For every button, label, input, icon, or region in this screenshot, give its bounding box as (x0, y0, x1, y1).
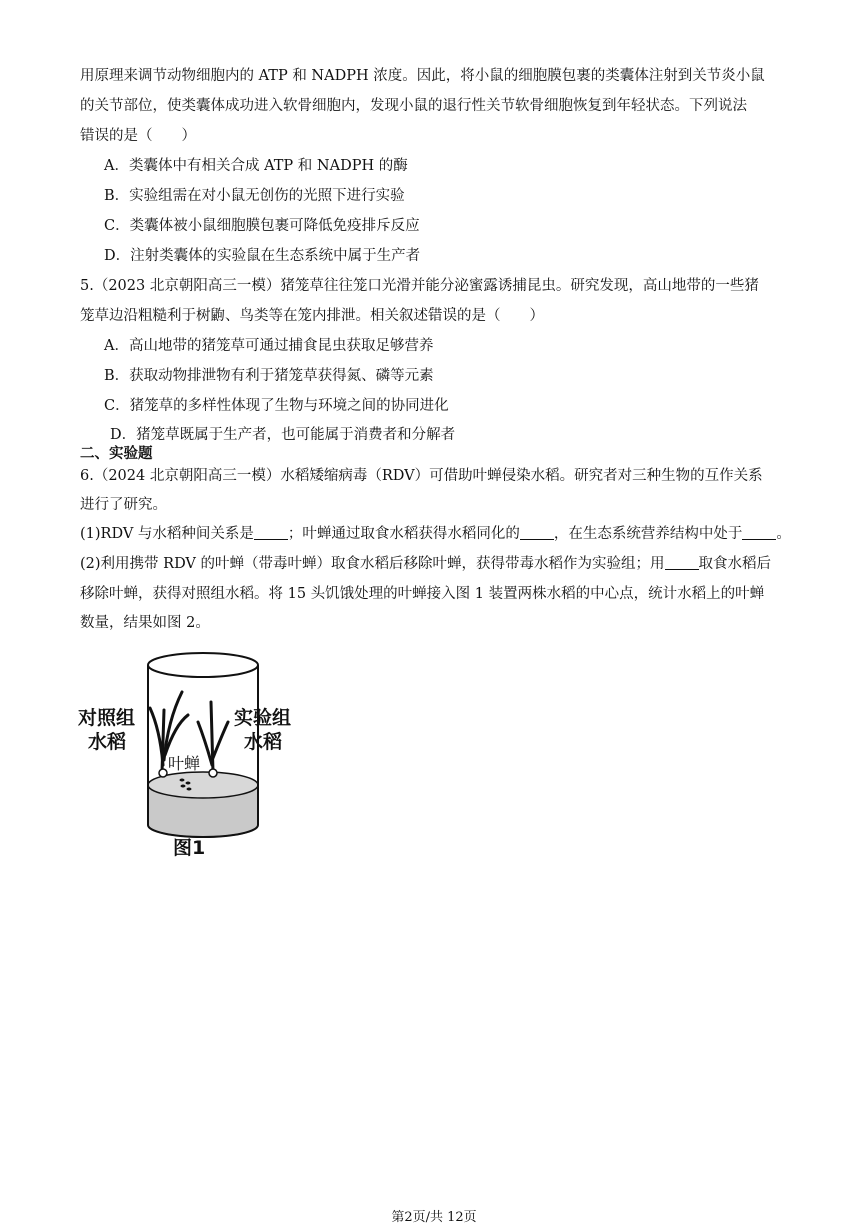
q5-stem-pre: 笼草边沿粗糙利于树鼩、鸟类等在笼内排泄。相关叙述 (80, 308, 428, 324)
q6-part2-line-2: 移除叶蝉，获得对照组水稻。将 15 头饥饿处理的叶蝉接入图 1 装置两株水稻的中心点，统计水稻上的叶蝉 (80, 586, 765, 602)
q5-stem-post: 的是（ ） (457, 308, 544, 324)
page-footer: 第2页/共 12页 (391, 1210, 477, 1225)
q4-option-d: D．注射类囊体的实验鼠在生态系统中属于生产者 (104, 248, 421, 264)
q5-option-c: C．猪笼草的多样性体现了生物与环境之间的协同进化 (104, 398, 449, 414)
experimental-label-1: 实验组 (234, 707, 292, 729)
answer-blank-3[interactable] (742, 525, 776, 540)
q6-part1-c: ，在生态系统营养结构中处于 (553, 526, 743, 542)
answer-blank-4[interactable] (665, 555, 699, 570)
q5-stem-line-1: 5.（2023 北京朝阳高三一模）猪笼草往往笼口光滑并能分泌蜜露诱捕昆虫。研究发现，高山地带的一些猪 (80, 278, 759, 294)
answer-blank-1[interactable] (254, 525, 288, 540)
section-heading: 二、实验题 (80, 446, 153, 462)
control-label-1: 对照组 (78, 707, 136, 729)
q6-stem-line-1: 6.（2024 北京朝阳高三一模）水稻矮缩病毒（RDV）可借助叶蝉侵染水稻。研究者对三种生物的互作关系 (80, 468, 763, 484)
q4-option-a: A．类囊体中有相关合成 ATP 和 NADPH 的酶 (104, 158, 408, 174)
q6-part1-a: (1)RDV 与水稻种间关系是 (80, 526, 254, 542)
experimental-rice-plant (198, 702, 228, 772)
q6-stem-line-2: 进行了研究。 (80, 497, 167, 513)
intro-line-3: 错误的是（ ） (80, 128, 196, 144)
q6-part1-d: 。 (776, 526, 791, 542)
experimental-label-2: 水稻 (244, 731, 283, 753)
answer-blank-2[interactable] (520, 525, 554, 540)
q6-part2-line-1 (80, 554, 771, 574)
figure-caption: 图1 (173, 837, 206, 859)
q6-part2-a: (2)利用携带 RDV 的叶蝉（带毒叶蝉）取食水稻后移除叶蝉，获得带毒水稻作为实验组；用 (80, 556, 665, 572)
intro-line-1: 用原理来调节动物细胞内的 ATP 和 NADPH 浓度。因此，将小鼠的细胞膜包裹的类囊体注射到关节炎小鼠 (80, 68, 765, 84)
q5-option-d: D．猪笼草既属于生产者，也可能属于消费者和分解者 (110, 427, 456, 443)
q4-option-c: C．类囊体被小鼠细胞膜包裹可降低免疫排斥反应 (104, 218, 420, 234)
q5-option-b: B．获取动物排泄物有利于猪笼草获得氮、磷等元素 (104, 368, 434, 384)
q6-part2-line-3: 数量，结果如图 2。 (80, 615, 210, 631)
intro-line-2: 的关节部位，使类囊体成功进入软骨细胞内，发现小鼠的退行性关节软骨细胞恢复到年轻状态。下列说法 (80, 98, 747, 114)
q6-part2-b: 取食水稻后 (698, 556, 772, 572)
figure-1 (70, 640, 320, 870)
q5-stem-line-2 (80, 306, 544, 326)
q5-emphasis: 错误 · · (428, 308, 457, 324)
q6-part1-b: ；叶蝉通过取食水稻获得水稻同化的 (287, 526, 520, 542)
q6-part1 (80, 524, 791, 544)
q4-option-b: B．实验组需在对小鼠无创伤的光照下进行实验 (104, 188, 405, 204)
q5-option-a: A．高山地带的猪笼草可通过捕食昆虫获取足够营养 (104, 338, 434, 354)
leafhopper-label: 叶蝉 (168, 754, 201, 773)
control-label-2: 水稻 (88, 731, 127, 753)
